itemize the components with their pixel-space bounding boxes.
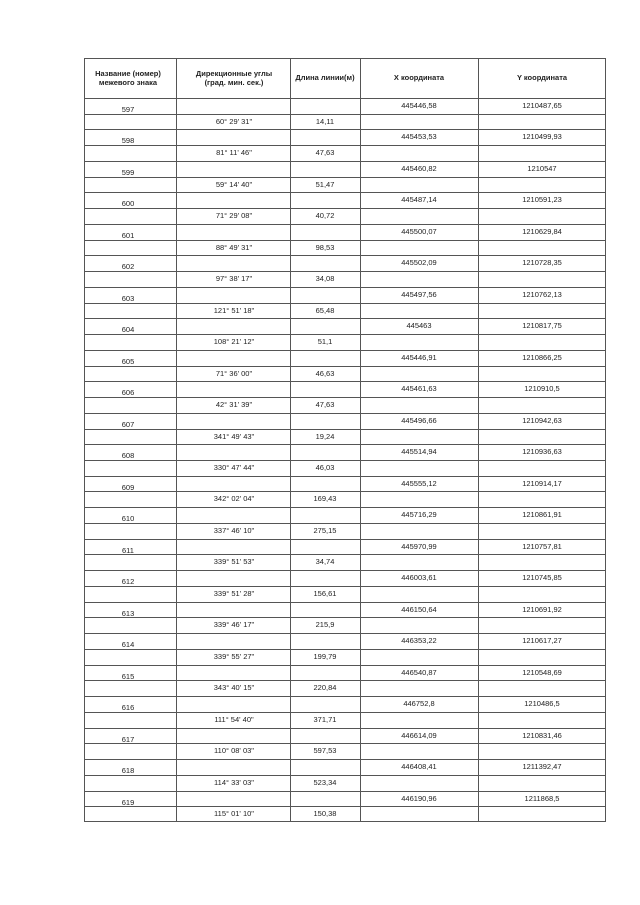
segment-angle: 341° 49' 43" xyxy=(213,431,255,441)
point-name: 611 xyxy=(122,545,134,555)
point-name: 602 xyxy=(121,262,135,272)
segment-angle: 111° 54' 40" xyxy=(214,714,254,724)
point-x: 446540,87 xyxy=(401,667,437,677)
segment-length: 34,74 xyxy=(315,557,335,567)
header-angle: Дирекционные углы (град. мин. сек.) xyxy=(195,68,273,87)
point-y: 1210914,17 xyxy=(522,478,562,488)
segment-angle: 343° 40' 15" xyxy=(213,683,255,693)
point-name: 610 xyxy=(121,514,135,524)
point-y: 1210866,25 xyxy=(522,352,562,362)
point-x: 445446,58 xyxy=(401,101,437,110)
segment-length: 34,08 xyxy=(315,274,335,284)
point-name: 603 xyxy=(121,293,135,303)
point-y: 1210762,13 xyxy=(522,289,562,299)
point-y: 1211392,47 xyxy=(522,762,562,772)
point-name: 601 xyxy=(121,230,135,240)
row-rule xyxy=(84,728,606,729)
segment-angle: 342° 02' 04" xyxy=(213,494,255,504)
point-y: 1210757,81 xyxy=(522,541,562,551)
row-rule xyxy=(84,287,606,288)
segment-angle: 339° 51' 28" xyxy=(213,588,255,598)
point-x: 446150,64 xyxy=(401,604,437,614)
point-x: 445446,91 xyxy=(401,352,437,362)
point-x: 446752,8 xyxy=(403,699,435,709)
point-y: 1210547 xyxy=(527,163,557,173)
point-x: 445555,12 xyxy=(401,478,437,488)
segment-length: 65,48 xyxy=(315,305,335,315)
point-name: 606 xyxy=(121,388,135,398)
point-x: 445487,14 xyxy=(401,195,437,205)
header-length: Длина линии(м) xyxy=(295,73,355,83)
point-x: 445497,56 xyxy=(401,289,437,299)
segment-angle: 71° 36' 00" xyxy=(215,368,253,378)
column-rule xyxy=(605,58,606,822)
segment-angle: 330° 47' 44" xyxy=(213,463,255,472)
row-rule xyxy=(84,570,606,571)
point-x: 446408,41 xyxy=(401,762,437,772)
segment-length: 275,15 xyxy=(313,525,337,535)
row-rule xyxy=(84,161,606,162)
segment-length: 46,03 xyxy=(315,463,335,472)
point-y: 1210486,5 xyxy=(524,699,560,709)
point-y: 1210910,5 xyxy=(524,384,560,394)
segment-length: 19,24 xyxy=(315,431,335,441)
row-rule xyxy=(84,444,606,445)
point-name: 616 xyxy=(121,703,135,713)
segment-angle: 108° 21' 12" xyxy=(213,337,255,347)
point-y: 1210745,85 xyxy=(522,573,562,583)
row-rule xyxy=(84,129,606,130)
point-x: 446190,96 xyxy=(401,793,437,803)
row-rule xyxy=(84,696,606,697)
segment-length: 51,1 xyxy=(317,337,333,347)
row-rule xyxy=(84,255,606,256)
segment-length: 220,84 xyxy=(313,683,337,693)
segment-angle: 81° 11' 46" xyxy=(216,148,252,158)
point-name: 609 xyxy=(121,482,135,492)
segment-length: 40,72 xyxy=(315,211,335,221)
segment-length: 47,63 xyxy=(315,148,335,158)
point-name: 598 xyxy=(121,136,135,146)
point-name: 607 xyxy=(121,419,135,429)
row-rule xyxy=(84,665,606,666)
row-rule xyxy=(84,381,606,382)
point-y: 1210936,63 xyxy=(522,447,562,457)
point-y: 1210499,93 xyxy=(522,132,562,142)
row-rule xyxy=(84,413,606,414)
point-name: 615 xyxy=(121,671,135,681)
segment-angle: 339° 51' 53" xyxy=(213,557,255,567)
segment-angle: 339° 55' 27" xyxy=(213,651,255,661)
segment-angle: 115° 01' 10" xyxy=(214,809,254,819)
row-rule xyxy=(84,602,606,603)
point-name: 613 xyxy=(121,608,135,618)
segment-length: 371,71 xyxy=(313,714,337,724)
segment-angle: 121° 51' 18" xyxy=(213,305,255,315)
point-x: 445496,66 xyxy=(401,415,437,425)
column-rule xyxy=(360,58,361,822)
coordinates-table xyxy=(84,58,606,822)
point-x: 445460,82 xyxy=(401,163,437,173)
header-y: Y координата xyxy=(516,73,568,83)
row-rule xyxy=(84,224,606,225)
point-y: 1210728,35 xyxy=(522,258,562,268)
point-name: 604 xyxy=(121,325,135,335)
segment-length: 98,53 xyxy=(315,242,335,252)
point-y: 1210942,63 xyxy=(522,415,562,425)
point-x: 446353,22 xyxy=(401,636,437,646)
segment-length: 47,63 xyxy=(315,400,335,410)
segment-length: 51,47 xyxy=(315,179,335,189)
point-x: 445970,99 xyxy=(401,541,437,551)
segment-length: 156,61 xyxy=(313,588,337,598)
segment-length: 169,43 xyxy=(313,494,337,504)
segment-angle: 110° 08' 03" xyxy=(214,746,254,756)
point-x: 446614,09 xyxy=(401,730,437,740)
segment-angle: 337° 46' 10" xyxy=(213,525,255,535)
point-x: 445514,94 xyxy=(401,447,437,457)
row-rule xyxy=(84,192,606,193)
segment-length: 523,34 xyxy=(313,777,337,787)
column-rule xyxy=(478,58,479,822)
point-y: 1210617,27 xyxy=(522,636,562,646)
segment-length: 150,38 xyxy=(313,809,337,819)
point-x: 445502,09 xyxy=(401,258,437,268)
row-rule xyxy=(84,476,606,477)
segment-length: 46,63 xyxy=(315,368,335,378)
segment-angle: 97° 38' 17" xyxy=(215,274,253,284)
point-x: 445500,07 xyxy=(401,226,437,236)
header-x: X координата xyxy=(393,73,445,83)
point-x: 445463 xyxy=(406,321,432,331)
segment-angle: 60° 29' 31" xyxy=(215,116,253,126)
row-rule xyxy=(84,759,606,760)
segment-length: 215,9 xyxy=(315,620,335,630)
point-y: 1210591,23 xyxy=(522,195,562,205)
point-name: 597 xyxy=(121,105,135,114)
segment-length: 14,11 xyxy=(315,116,335,126)
point-name: 614 xyxy=(121,640,135,650)
point-name: 600 xyxy=(121,199,135,209)
segment-angle: 339° 46' 17" xyxy=(213,620,255,630)
point-y: 1210861,91 xyxy=(522,510,562,520)
point-y: 1210691,92 xyxy=(522,604,562,614)
segment-angle: 88° 49' 31" xyxy=(215,242,253,252)
row-rule xyxy=(84,318,606,319)
row-rule xyxy=(84,350,606,351)
point-y: 1210548,69 xyxy=(522,667,562,677)
point-name: 612 xyxy=(121,577,135,587)
point-name: 618 xyxy=(121,766,135,776)
row-rule xyxy=(84,539,606,540)
segment-angle: 71° 29' 08" xyxy=(215,211,253,221)
point-x: 445453,53 xyxy=(401,132,437,142)
segment-length: 597,53 xyxy=(313,746,337,756)
point-x: 445461,63 xyxy=(401,384,437,394)
row-rule xyxy=(84,821,606,822)
point-name: 599 xyxy=(121,167,135,177)
header-name: Название (номер) межевого знака xyxy=(95,68,161,87)
segment-angle: 59° 14' 40" xyxy=(215,179,253,189)
point-y: 1210831,46 xyxy=(522,730,562,740)
row-rule xyxy=(84,507,606,508)
row-rule xyxy=(84,791,606,792)
segment-length: 199,79 xyxy=(313,651,337,661)
row-rule xyxy=(84,58,606,59)
point-x: 446003,61 xyxy=(401,573,437,583)
point-y: 1210629,84 xyxy=(522,226,562,236)
point-x: 445716,29 xyxy=(401,510,437,520)
point-name: 608 xyxy=(121,451,135,461)
row-rule xyxy=(84,98,606,99)
point-y: 1211868,5 xyxy=(524,793,560,803)
segment-angle: 114° 33' 03" xyxy=(214,777,254,787)
column-rule xyxy=(290,58,291,822)
segment-angle: 42° 31' 39" xyxy=(215,400,253,410)
point-name: 617 xyxy=(121,734,135,744)
column-rule xyxy=(176,58,177,822)
point-y: 1210817,75 xyxy=(522,321,562,331)
point-y: 1210487,65 xyxy=(522,101,562,110)
row-rule xyxy=(84,633,606,634)
point-name: 605 xyxy=(121,356,135,366)
point-name: 619 xyxy=(121,797,135,807)
